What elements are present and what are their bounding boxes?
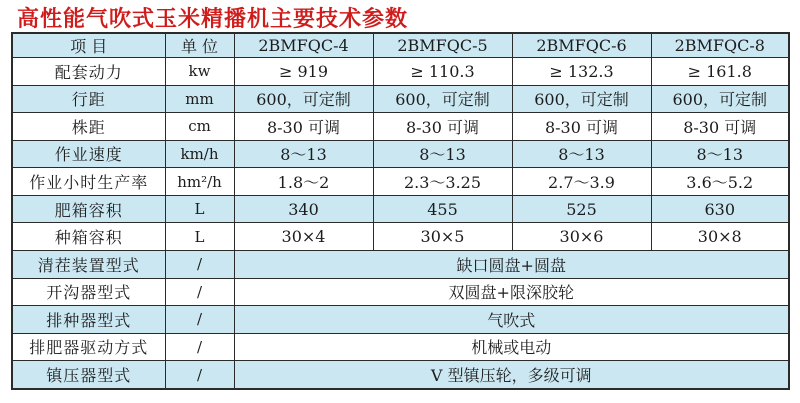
row-item-label: 株距 <box>12 113 165 141</box>
row-unit: / <box>165 250 234 278</box>
row-unit: / <box>165 333 234 361</box>
row-value: 600，可定制 <box>512 85 651 113</box>
row-merged-value: 双圆盘+限深胶轮 <box>234 278 789 306</box>
row-item-label: 开沟器型式 <box>12 278 165 306</box>
row-value: ≥ 161.8 <box>651 58 789 86</box>
row-value: 340 <box>234 195 373 223</box>
row-unit: / <box>165 306 234 334</box>
row-value: 8～13 <box>651 140 789 168</box>
table-row-seed-box-capacity <box>12 223 789 251</box>
row-value: 8～13 <box>512 140 651 168</box>
table-row-seed-metering-type <box>12 306 789 334</box>
page-title: 高性能气吹式玉米精播机主要技术参数 <box>17 6 409 32</box>
row-value: 600，可定制 <box>373 85 512 113</box>
row-value: 30×6 <box>512 223 651 251</box>
row-merged-value: 气吹式 <box>234 306 789 334</box>
row-item-label: 配套动力 <box>12 58 165 86</box>
row-item-label: 排肥器驱动方式 <box>12 333 165 361</box>
row-value: 455 <box>373 195 512 223</box>
header-item: 项 目 <box>12 33 165 58</box>
table-row-hourly-productivity <box>12 168 789 196</box>
table-row-work-speed <box>12 140 789 168</box>
spec-table <box>11 32 790 390</box>
row-unit: L <box>165 195 234 223</box>
table-row-power <box>12 58 789 86</box>
row-unit: mm <box>165 85 234 113</box>
row-value: 8-30 可调 <box>512 113 651 141</box>
row-value: 630 <box>651 195 789 223</box>
row-value: 8～13 <box>234 140 373 168</box>
row-value: 30×5 <box>373 223 512 251</box>
row-value: ≥ 132.3 <box>512 58 651 86</box>
header-model-2bmfqc6: 2BMFQC-6 <box>512 33 651 58</box>
row-value: 3.6～5.2 <box>651 168 789 196</box>
row-value: 1.8～2 <box>234 168 373 196</box>
row-unit: cm <box>165 113 234 141</box>
row-value: 30×8 <box>651 223 789 251</box>
row-value: 8～13 <box>373 140 512 168</box>
row-unit: L <box>165 223 234 251</box>
row-value: 600，可定制 <box>651 85 789 113</box>
table-row-stubble-clearing-type <box>12 250 789 278</box>
row-unit: / <box>165 278 234 306</box>
table-row-plant-spacing <box>12 113 789 141</box>
header-model-2bmfqc4: 2BMFQC-4 <box>234 33 373 58</box>
row-merged-value: 缺口圆盘+圆盘 <box>234 250 789 278</box>
row-value: 2.3～3.25 <box>373 168 512 196</box>
header-model-2bmfqc5: 2BMFQC-5 <box>373 33 512 58</box>
row-unit: hm²/h <box>165 168 234 196</box>
table-row-furrow-opener-type <box>12 278 789 306</box>
row-item-label: 清茬装置型式 <box>12 250 165 278</box>
table-row-row-spacing <box>12 85 789 113</box>
row-item-label: 作业速度 <box>12 140 165 168</box>
row-merged-value: 机械或电动 <box>234 333 789 361</box>
row-value: 600，可定制 <box>234 85 373 113</box>
header-unit: 单 位 <box>165 33 234 58</box>
row-value: 2.7～3.9 <box>512 168 651 196</box>
row-item-label: 镇压器型式 <box>12 361 165 389</box>
table-row-press-wheel-type <box>12 361 789 389</box>
row-merged-value: V 型镇压轮，多级可调 <box>234 361 789 389</box>
table-row-fertilizer-drive-mode <box>12 333 789 361</box>
header-model-2bmfqc8: 2BMFQC-8 <box>651 33 789 58</box>
row-value: 8-30 可调 <box>651 113 789 141</box>
row-value: 525 <box>512 195 651 223</box>
row-item-label: 种箱容积 <box>12 223 165 251</box>
header-row <box>12 33 789 58</box>
row-unit: km/h <box>165 140 234 168</box>
row-item-label: 行距 <box>12 85 165 113</box>
row-value: ≥ 919 <box>234 58 373 86</box>
row-item-label: 排种器型式 <box>12 306 165 334</box>
table-row-fertilizer-box-capacity <box>12 195 789 223</box>
row-value: 30×4 <box>234 223 373 251</box>
row-value: 8-30 可调 <box>234 113 373 141</box>
row-unit: / <box>165 361 234 389</box>
row-item-label: 肥箱容积 <box>12 195 165 223</box>
row-value: 8-30 可调 <box>373 113 512 141</box>
row-value: ≥ 110.3 <box>373 58 512 86</box>
row-unit: kw <box>165 58 234 86</box>
row-item-label: 作业小时生产率 <box>12 168 165 196</box>
